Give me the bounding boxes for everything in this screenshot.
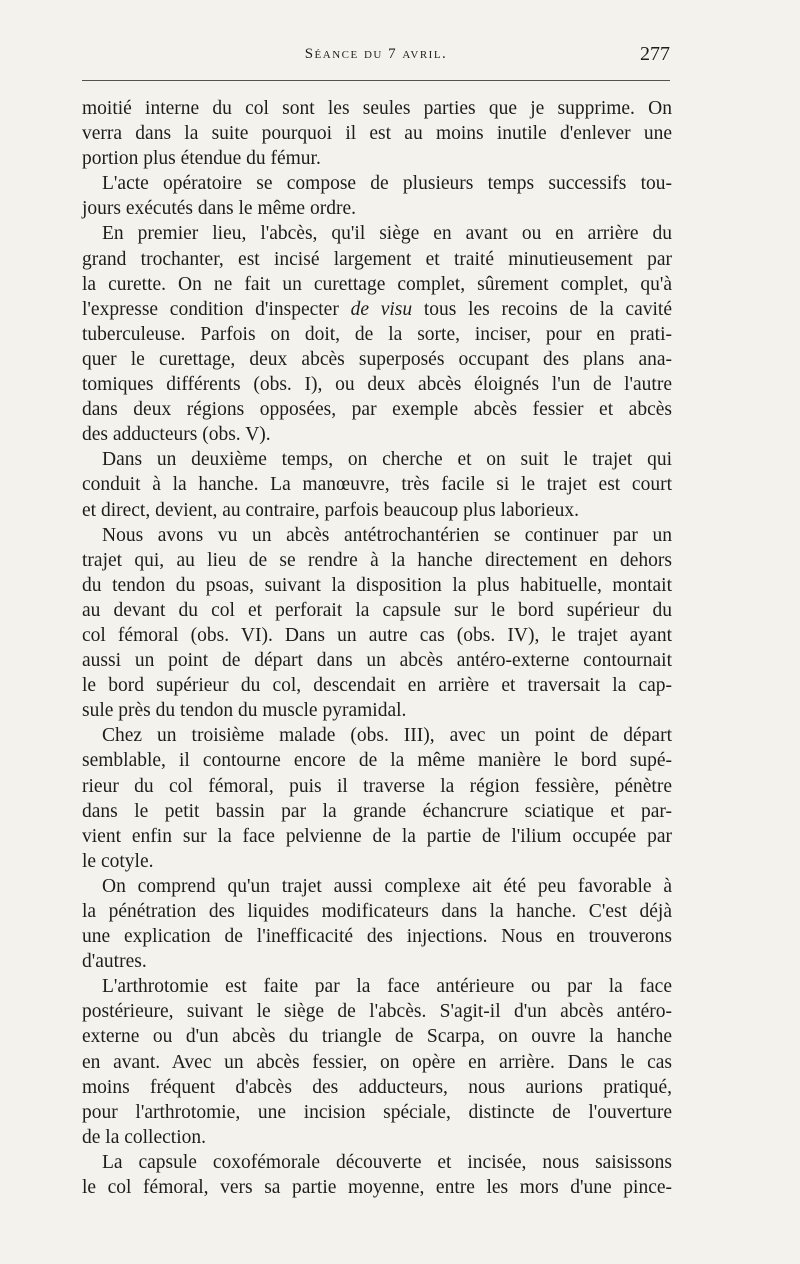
- text-line: le col fémoral, vers sa partie moyenne, entre les mors d'une pince-: [82, 1177, 672, 1199]
- text-line: tuberculeuse. Parfois on doit, de la sorte, inciser, pour en prati-: [82, 323, 672, 345]
- text-line: l'expresse condition d'inspecter de visu tous les recoins de la cavité: [82, 298, 672, 320]
- text-line: L'acte opératoire se compose de plusieurs temps successifs tou-: [102, 173, 672, 195]
- text-line: Nous avons vu un abcès antétrochantérien se continuer par un: [102, 524, 672, 546]
- text-line: conduit à la hanche. La manœuvre, très facile si le trajet est court: [82, 474, 672, 496]
- page-number: 277: [640, 43, 670, 65]
- text-line: externe ou d'un abcès du triangle de Scarpa, on ouvre la hanche: [82, 1026, 672, 1048]
- text-line: des adducteurs (obs. V).: [82, 424, 271, 446]
- text-line: pour l'arthrotomie, une incision spéciale, distincte de l'ouverture: [82, 1101, 672, 1123]
- text-line: Dans un deuxième temps, on cherche et on suit le trajet qui: [102, 449, 672, 471]
- text-line: du tendon du psoas, suivant la disposition la plus habituelle, montait: [82, 574, 672, 596]
- text-line: la curette. On ne fait un curettage complet, sûrement complet, qu'à: [82, 273, 672, 295]
- text-line: dans deux régions opposées, par exemple abcès fessier et abcès: [82, 399, 672, 421]
- text-line: moins fréquent d'abcès des adducteurs, nous aurions pratiqué,: [82, 1076, 672, 1098]
- text-line: la pénétration des liquides modificateurs dans la hanche. C'est déjà: [82, 901, 672, 922]
- text-line: verra dans la suite pourquoi il est au moins inutile d'enlever une: [82, 123, 672, 145]
- running-title: Séance du 7 avril.: [304, 46, 448, 62]
- text-line: On comprend qu'un trajet aussi complexe ait été peu favorable à: [102, 875, 672, 897]
- text-line: rieur du col fémoral, puis il traverse la région fessière, pénètre: [82, 775, 672, 797]
- text-line: postérieure, suivant le siège de l'abcès. S'agit-il d'un abcès antéro-: [82, 1001, 672, 1023]
- text-line: tomiques différents (obs. I), ou deux abcès éloignés l'un de l'autre: [82, 374, 672, 396]
- text-line: de la collection.: [82, 1126, 206, 1148]
- text-line: semblable, il contourne encore de la même manière le bord supé-: [82, 750, 672, 772]
- text-line: en avant. Avec un abcès fessier, on opère en arrière. Dans le cas: [82, 1051, 672, 1073]
- header-rule: [82, 80, 670, 81]
- page-header: [82, 42, 670, 70]
- body-text: [82, 96, 672, 1200]
- text-line: col fémoral (obs. VI). Dans un autre cas (obs. IV), le trajet ayant: [82, 624, 672, 646]
- text-line: vient enfin sur la face pelvienne de la partie de l'ilium occupée par: [82, 825, 672, 847]
- text-line: Chez un troisième malade (obs. III), avec un point de départ: [102, 725, 672, 747]
- text-line: sule près du tendon du muscle pyramidal.: [82, 700, 407, 722]
- text-line: L'arthrotomie est faite par la face antérieure ou par la face: [102, 976, 672, 998]
- text-line: aussi un point de départ dans un abcès antéro-externe contournait: [82, 650, 672, 672]
- text-line: d'autres.: [82, 951, 147, 973]
- text-line: quer le curettage, deux abcès superposés occupant des plans ana-: [82, 348, 672, 370]
- text-line: au devant du col et perforait la capsule sur le bord supérieur du: [82, 599, 672, 621]
- text-line: En premier lieu, l'abcès, qu'il siège en avant ou en arrière du: [102, 223, 672, 245]
- text-line: moitié interne du col sont les seules parties que je supprime. On: [82, 98, 672, 119]
- text-line: jours exécutés dans le même ordre.: [82, 198, 356, 220]
- text-line: grand trochanter, est incisé largement et traité minutieusement par: [82, 248, 672, 270]
- text-line: trajet qui, au lieu de se rendre à la hanche directement en dehors: [82, 549, 672, 571]
- text-line: le cotyle.: [82, 850, 154, 872]
- text-line: et direct, devient, au contraire, parfois beaucoup plus laborieux.: [82, 499, 580, 521]
- text-line: La capsule coxofémorale découverte et incisée, nous saisissons: [102, 1151, 672, 1173]
- text-line: portion plus étendue du fémur.: [82, 148, 321, 170]
- text-line: dans le petit bassin par la grande échancrure sciatique et par-: [82, 800, 672, 822]
- text-line: le bord supérieur du col, descendait en arrière et traversait la cap-: [82, 675, 672, 697]
- text-line: une explication de l'inefficacité des injections. Nous en trouverons: [82, 926, 672, 948]
